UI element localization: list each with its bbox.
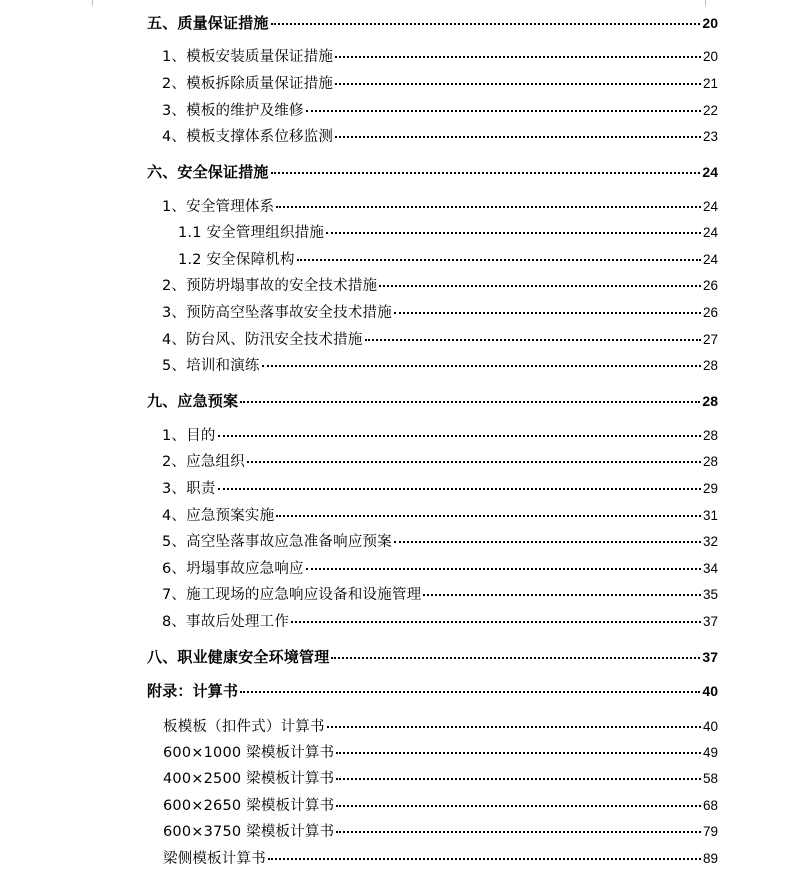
dot-leader	[276, 515, 701, 517]
toc-entry-text: 1.2 安全保障机构	[178, 252, 295, 268]
toc-entry-text: 2、预防坍塌事故的安全技术措施	[162, 278, 378, 294]
dot-leader	[262, 365, 701, 367]
dot-leader	[365, 339, 701, 341]
toc-entry-subsubsection[interactable]	[178, 222, 718, 244]
toc-entry-text: 2、应急组织	[162, 454, 245, 470]
dot-leader	[271, 23, 701, 25]
toc-entry-subsection[interactable]	[162, 584, 718, 606]
toc-page-number: 29	[702, 481, 718, 496]
toc-page-number: 49	[702, 745, 718, 760]
dot-leader	[336, 778, 701, 780]
toc-page-number: 40	[702, 683, 718, 699]
toc-page-number: 68	[702, 798, 718, 813]
toc-entry-subsection[interactable]	[162, 451, 718, 473]
dot-leader	[240, 401, 700, 403]
toc-page-number: 28	[702, 454, 718, 469]
toc-page-number: 23	[702, 129, 718, 144]
dot-leader	[297, 259, 701, 261]
toc-entry-text: 600×3750 梁模板计算书	[163, 824, 335, 840]
toc-entry-text: 8、事故后处理工作	[162, 614, 290, 630]
toc-entry-subsection[interactable]	[162, 611, 718, 633]
toc-entry-appendix-item[interactable]	[163, 821, 718, 843]
toc-entry-subsection[interactable]	[162, 558, 718, 580]
toc-page-number: 24	[702, 225, 718, 240]
dot-leader	[394, 541, 701, 543]
toc-page-number: 79	[702, 824, 718, 839]
dot-leader	[423, 594, 701, 596]
dot-leader	[276, 206, 701, 208]
toc-entry-subsection[interactable]	[162, 196, 718, 218]
dot-leader	[336, 831, 701, 833]
toc-page-number: 20	[702, 15, 718, 31]
toc-page-number: 22	[702, 103, 718, 118]
toc-page-number: 37	[702, 649, 718, 665]
toc-entry-subsection[interactable]	[162, 100, 718, 122]
toc-page-number: 26	[702, 305, 718, 320]
toc-entry-subsection[interactable]	[162, 126, 718, 148]
toc-entry-text: 7、施工现场的应急响应设备和设施管理	[162, 587, 422, 603]
dot-leader	[336, 805, 701, 807]
toc-page-number: 32	[702, 534, 718, 549]
toc-page-number: 89	[702, 851, 718, 866]
toc-page-number: 37	[702, 614, 718, 629]
dot-leader	[335, 136, 701, 138]
toc-entry-text: 3、预防高空坠落事故安全技术措施	[162, 305, 392, 321]
toc-entry-text: 600×1000 梁模板计算书	[163, 745, 335, 761]
toc-entry-text: 600×2650 梁模板计算书	[163, 798, 335, 814]
toc-entry-text: 4、防台风、防汛安全技术措施	[162, 332, 363, 348]
dot-leader	[335, 83, 701, 85]
toc-entry-subsection[interactable]	[162, 275, 718, 297]
toc-page-number: 27	[702, 332, 718, 347]
toc-entry-appendix-item[interactable]	[163, 768, 718, 790]
toc-entry-subsection[interactable]	[162, 329, 718, 351]
toc-page-number: 35	[702, 587, 718, 602]
toc-entry-subsubsection[interactable]	[178, 249, 718, 271]
dot-leader	[247, 461, 701, 463]
toc-entry-text: 六、安全保证措施	[147, 163, 269, 181]
dot-leader	[218, 435, 701, 437]
toc-entry-text: 九、应急预案	[147, 392, 239, 410]
toc-entry-text: 4、模板支撑体系位移监测	[162, 129, 334, 145]
dot-leader	[331, 657, 700, 659]
dot-leader	[394, 312, 701, 314]
toc-entry-text: 1.1 安全管理组织措施	[178, 225, 325, 241]
toc-entry-appendix-item[interactable]	[163, 795, 718, 817]
toc-entry-subsection[interactable]	[162, 355, 718, 377]
toc-entry-text: 3、职责	[162, 481, 216, 497]
toc-entry-subsection[interactable]	[162, 478, 718, 500]
toc-page-number: 31	[702, 508, 718, 523]
toc-entry-text: 5、培训和演练	[162, 358, 260, 374]
toc-entry-section[interactable]	[147, 646, 718, 668]
toc-entry-subsection[interactable]	[162, 531, 718, 553]
toc-page-number: 24	[702, 252, 718, 267]
toc-entry-text: 3、模板的维护及维修	[162, 103, 304, 119]
toc-page-number: 34	[702, 561, 718, 576]
toc-entry-text: 1、模板安装质量保证措施	[162, 49, 334, 65]
toc-entry-appendix[interactable]	[147, 680, 718, 702]
toc-entry-text: 板模板（扣件式）计算书	[163, 719, 325, 735]
toc-entry-text: 八、职业健康安全环境管理	[147, 648, 330, 666]
toc-entry-section[interactable]	[147, 12, 718, 34]
toc-page-number: 24	[702, 164, 718, 180]
toc-entry-text: 4、应急预案实施	[162, 508, 275, 524]
toc-entry-appendix-item[interactable]	[163, 742, 718, 764]
toc-entry-text: 附录：计算书	[147, 682, 239, 700]
toc-entry-subsection[interactable]	[162, 302, 718, 324]
toc-entry-subsection[interactable]	[162, 505, 718, 527]
toc-entry-text: 梁侧模板计算书	[163, 851, 266, 867]
toc-page-number: 40	[702, 719, 718, 734]
toc-page-number: 28	[702, 358, 718, 373]
toc-entry-section[interactable]	[147, 390, 718, 412]
crop-mark-right	[705, 0, 706, 6]
crop-mark-left	[92, 0, 93, 6]
toc-entry-section[interactable]	[147, 161, 718, 183]
toc-entry-text: 6、坍塌事故应急响应	[162, 561, 304, 577]
dot-leader	[291, 621, 701, 623]
dot-leader	[268, 858, 701, 860]
toc-entry-text: 1、目的	[162, 428, 216, 444]
toc-entry-appendix-item[interactable]	[163, 848, 718, 870]
toc-entry-text: 1、安全管理体系	[162, 199, 275, 215]
dot-leader	[306, 110, 701, 112]
dot-leader	[336, 752, 701, 754]
toc-page-number: 28	[702, 428, 718, 443]
dot-leader	[379, 285, 701, 287]
toc-entry-subsection[interactable]	[162, 73, 718, 95]
toc-entry-subsection[interactable]	[162, 46, 718, 68]
toc-entry-subsection[interactable]	[162, 425, 718, 447]
dot-leader	[335, 56, 701, 58]
dot-leader	[326, 232, 701, 234]
dot-leader	[271, 172, 701, 174]
dot-leader	[218, 488, 701, 490]
toc-entry-text: 五、质量保证措施	[147, 14, 269, 32]
toc-entry-text: 2、模板拆除质量保证措施	[162, 76, 334, 92]
toc-page-number: 58	[702, 771, 718, 786]
toc-page-number: 26	[702, 278, 718, 293]
toc-page-number: 20	[702, 49, 718, 64]
toc-page-number: 21	[702, 76, 718, 91]
dot-leader	[327, 726, 701, 728]
toc-entry-appendix-item[interactable]	[163, 716, 718, 738]
dot-leader	[240, 691, 700, 693]
toc-entry-text: 400×2500 梁模板计算书	[163, 771, 335, 787]
toc-page-number: 28	[702, 393, 718, 409]
dot-leader	[306, 568, 701, 570]
toc-page-number: 24	[702, 199, 718, 214]
toc-entry-text: 5、高空坠落事故应急准备响应预案	[162, 534, 392, 550]
